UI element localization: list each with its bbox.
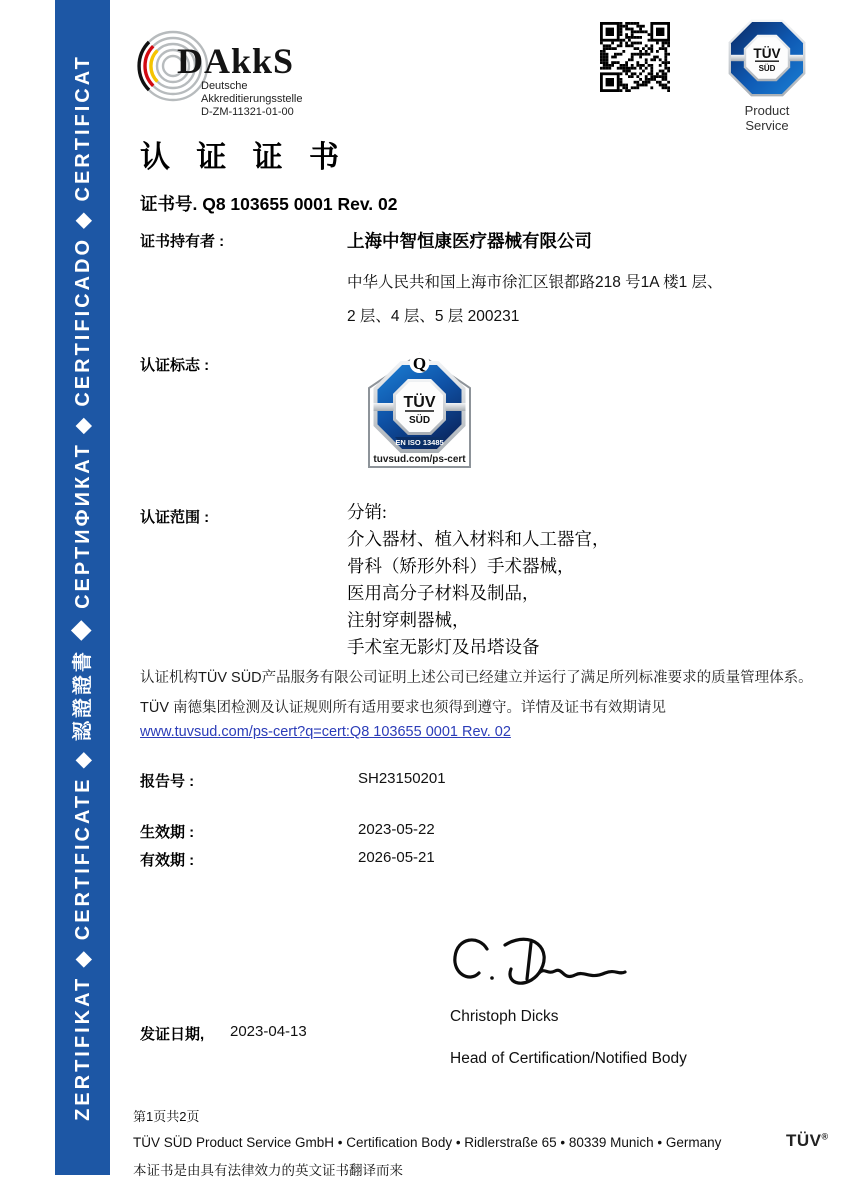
expiry-label: 有效期 :: [140, 852, 195, 869]
page-title: 认 证 证 书: [140, 141, 349, 174]
dakks-wordmark: DAkkS: [177, 41, 295, 81]
tuv-registered-mark: [786, 1131, 829, 1151]
certificate-validity-link[interactable]: www.tuvsud.com/ps-cert?q=cert:Q8 103655 0001 Rev. 02: [140, 724, 511, 740]
mark-url-text: tuvsud.com/ps-cert: [373, 454, 466, 465]
certification-mark-icon: [362, 351, 477, 470]
signatory-name: Christoph Dicks: [450, 1008, 559, 1025]
tuv-sud-logo: [722, 18, 812, 133]
mark-iso-text: EN ISO 13485: [395, 438, 444, 447]
certification-mark-badge: [362, 351, 477, 475]
effective-label: 生效期 :: [140, 824, 195, 841]
tuv-mark-text: TÜV: [786, 1131, 822, 1150]
holder-label: 证书持有者 :: [140, 233, 225, 250]
statement-line1: 认证机构TÜV SÜD产品服务有限公司证明上述公司已经建立并运行了满足所列标准要求的质量管理体系。: [140, 670, 813, 686]
footer-company-line: TÜV SÜD Product Service GmbH • Certification Body • Ridlerstraße 65 • 80339 Munich • Germany: [133, 1135, 722, 1150]
registered-symbol: ®: [821, 1131, 829, 1142]
issue-date-value: 2023-04-13: [230, 1023, 307, 1040]
sud-logo-text: SÜD: [758, 63, 776, 73]
tuv-logo-text: TÜV: [753, 46, 781, 61]
scope-line: 分销:: [347, 502, 387, 522]
scope-line: 介入器材、植入材料和人工器官，: [347, 529, 610, 549]
mark-tuv-text: TÜV: [403, 394, 436, 411]
certificate-number: 证书号. Q8 103655 0001 Rev. 02: [140, 194, 398, 214]
issue-date-label: 发证日期,: [140, 1026, 205, 1043]
dakks-accreditation-number: D-ZM-11321-01-00: [201, 106, 294, 118]
effective-value: 2023-05-22: [358, 821, 435, 838]
signature: [443, 933, 633, 1011]
sidebar-vertical-text: ZERTIFIKAT ◆ CERTIFICATE ◆ 認證證書 ◆ СЕРТИФИКАТ ◆ CERTIFICADO ◆ CERTIFICAT: [72, 54, 94, 1121]
dakks-sub-line1: Deutsche: [201, 80, 248, 92]
report-value: SH23150201: [358, 770, 446, 787]
report-label: 报告号 :: [140, 773, 195, 790]
scope-line: 注射穿刺器械，: [347, 610, 470, 630]
mark-label: 认证标志 :: [140, 357, 210, 374]
mark-q-text: Q: [412, 354, 427, 373]
statement-line2: TÜV 南德集团检测及认证规则所有适用要求也须得到遵守。详情及证书有效期请见: [140, 700, 667, 716]
scope-label: 认证范围 :: [140, 509, 210, 526]
holder-address-line1: 中华人民共和国上海市徐汇区银都路218 号1A 楼1 层、: [347, 274, 723, 291]
dakks-logo: [133, 26, 363, 118]
qr-code: [600, 22, 670, 92]
scope-line: 手术室无影灯及吊塔设备: [347, 637, 540, 657]
scope-line: 骨科（矫形外科）手术器械，: [347, 556, 575, 576]
mark-sud-text: SÜD: [408, 415, 431, 426]
tuv-octagon-icon: [727, 18, 807, 98]
holder-address-line2: 2 层、4 层、5 层 200231: [347, 308, 520, 325]
dakks-sub-line2: Akkreditierungsstelle: [201, 93, 303, 105]
holder-name: 上海中智恒康医疗器械有限公司: [347, 231, 592, 251]
page-indicator: 第1页共2页: [133, 1109, 200, 1124]
footer-translation-note: 本证书是由具有法律效力的英文证书翻译而来: [133, 1163, 403, 1178]
product-service-caption: Product Service: [744, 103, 790, 133]
expiry-value: 2026-05-21: [358, 849, 435, 866]
scope-line: 医用高分子材料及制品，: [347, 583, 540, 603]
signatory-title: Head of Certification/Notified Body: [450, 1050, 687, 1067]
